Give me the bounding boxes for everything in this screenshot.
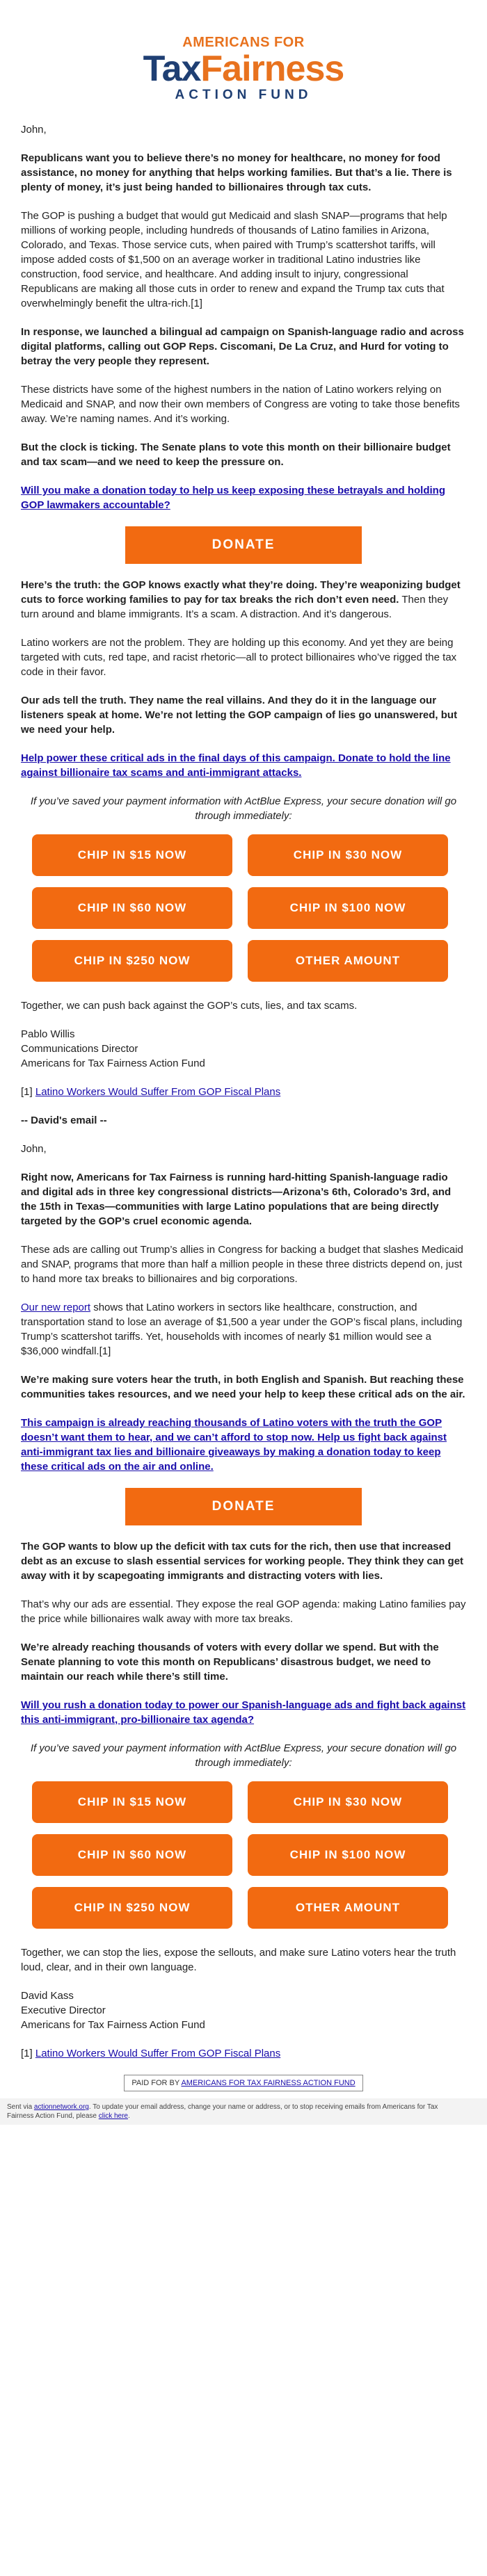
org-logo <box>0 0 487 107</box>
chip-in-250-button[interactable]: CHIP IN $250 NOW <box>32 940 232 982</box>
email-body <box>0 122 487 2091</box>
other-amount-button[interactable]: OTHER AMOUNT <box>248 940 448 982</box>
paid-for-disclaimer <box>124 2075 362 2091</box>
paragraph: We’re already reaching thousands of voters with every dollar we spend. But with the Senate planning to vote this month on Republicans’ disastrous budget, we need to maintain our reach while there’s still time. <box>21 1642 439 1683</box>
footnote-link[interactable]: Latino Workers Would Suffer From GOP Fiscal Plans <box>35 2048 281 2059</box>
chip-in-100-button[interactable]: CHIP IN $100 NOW <box>248 887 448 929</box>
unsubscribe-footer <box>0 2098 487 2125</box>
signature <box>21 1027 466 1071</box>
signature-title: Executive Director <box>21 2004 106 2016</box>
paragraph: That’s why our ads are essential. They expose the real GOP agenda: making Latino families pay the price while billionaires walk away with more tax breaks. <box>21 1598 466 1625</box>
chip-in-grid <box>32 1781 466 1929</box>
footnote-link[interactable]: Latino Workers Would Suffer From GOP Fiscal Plans <box>35 1086 281 1098</box>
paragraph: These ads are calling out Trump’s allies in Congress for backing a budget that slashes Medicaid and SNAP, programs that more than half a million people in these three districts depend on, just to hand more tax breaks to billionaires and big corporations. <box>21 1244 463 1285</box>
footer-text: . To update your email address, change your name or address, or to stop receiving emails from Americans for Tax Fairness Action Fund, please <box>7 2103 438 2120</box>
paragraph <box>21 1300 466 1359</box>
donate-link[interactable]: Will you rush a donation today to power our Spanish-language ads and fight back against this anti-immigrant, pro-billionaire tax agenda? <box>21 1699 466 1726</box>
chip-in-60-button[interactable]: CHIP IN $60 NOW <box>32 887 232 929</box>
chip-in-30-button[interactable]: CHIP IN $30 NOW <box>248 834 448 876</box>
footnote-number: [1] <box>21 2048 35 2059</box>
footnote-number: [1] <box>21 1086 35 1098</box>
text: Then they turn around and blame immigrants. It’s a scam. A distraction. And it’s dangerous. <box>21 594 449 620</box>
bold-text: Here’s the truth: the GOP knows exactly what they’re doing. They’re weaponizing budget cuts to force working families to pay for tax breaks the rich don’t even need. <box>21 579 461 606</box>
logo-tax: Tax <box>143 49 201 89</box>
footer-text: Sent via <box>7 2103 34 2111</box>
actionnetwork-link[interactable]: actionnetwork.org <box>33 2103 89 2111</box>
logo-line1: AMERICANS FOR <box>182 35 305 50</box>
chip-in-30-button[interactable]: CHIP IN $30 NOW <box>248 1781 448 1823</box>
paragraph: Latino workers are not the problem. They are holding up this economy. And yet they are being targeted with cuts, red tape, and racist rhetoric—all to protect billionaires who’ve rigged the tax code in their favor. <box>21 637 457 678</box>
footnote <box>21 1085 466 1099</box>
paragraph: The GOP is pushing a budget that would gut Medicaid and slash SNAP—programs that help millions of working people, including hundreds of thousands of Latino families in Arizona, Colorado, and Texas. Those service cuts, when paired with Trump’s scattershot tariffs, will impose added costs of $1,500 on an average worker in traditional Latino industries like construction, food service, and healthcare. And adding insult to injury, congressional Republicans are making all those cuts in order to renew and expand the Trump tax cuts that overwhelmingly benefit the ultra-rich.[1] <box>21 210 447 309</box>
chip-in-60-button[interactable]: CHIP IN $60 NOW <box>32 1834 232 1876</box>
donate-link[interactable]: Will you make a donation today to help us keep exposing these betrayals and holding GOP lawmakers accountable? <box>21 485 445 511</box>
signature-title: Communications Director <box>21 1043 138 1055</box>
chip-in-100-button[interactable]: CHIP IN $100 NOW <box>248 1834 448 1876</box>
paragraph <box>21 578 466 622</box>
donate-link[interactable]: Help power these critical ads in the final days of this campaign. Donate to hold the line against billionaire tax scams and anti-immigrant attacks. <box>21 752 451 779</box>
footer-text: . <box>128 2112 130 2120</box>
paragraph: Right now, Americans for Tax Fairness is running hard-hitting Spanish-language radio and digital ads in three key congressional districts—Arizona’s 6th, Colorado’s 3rd, and the 15th in Texas—communities with large Latino populations that are being directly targeted by the GOP’s cruel economic agenda. <box>21 1172 452 1227</box>
footnote <box>21 2046 466 2061</box>
paragraph: Republicans want you to believe there’s no money for healthcare, no money for food assistance, no money for anything that helps working families. But that’s a lie. There is plenty of money, it’s just being handed to billionaires through tax cuts. <box>21 152 452 193</box>
signature-org: Americans for Tax Fairness Action Fund <box>21 1058 205 1069</box>
donate-button[interactable]: DONATE <box>125 1488 362 1525</box>
paragraph: In response, we launched a bilingual ad campaign on Spanish-language radio and across digital platforms, calling out GOP Reps. Ciscomani, De La Cruz, and Hurd for voting to betray the very people they represent. <box>21 326 464 367</box>
paid-for-link[interactable]: AMERICANS FOR TAX FAIRNESS ACTION FUND <box>181 2079 356 2087</box>
chip-in-15-button[interactable]: CHIP IN $15 NOW <box>32 834 232 876</box>
donate-link[interactable]: This campaign is already reaching thousands of Latino voters with the truth the GOP doesn’t want them to hear, and we can’t afford to stop now. Help us fight back against anti-immigrant tax lies and billionaire giveaways by making a donation today to keep these critical ads on the air and online. <box>21 1417 447 1473</box>
actblue-note: If you’ve saved your payment information with ActBlue Express, your secure donation will go through immediately: <box>30 1742 457 1769</box>
chip-in-grid <box>32 834 466 982</box>
unsubscribe-link[interactable]: click here <box>98 2112 128 2120</box>
closing: Together, we can push back against the GOP’s cuts, lies, and tax scams. <box>21 1000 358 1012</box>
donate-button[interactable]: DONATE <box>125 526 362 564</box>
paid-for-box <box>21 2075 466 2091</box>
logo-line3: ACTION FUND <box>175 88 312 102</box>
greeting: John, <box>21 124 47 136</box>
other-amount-button[interactable]: OTHER AMOUNT <box>248 1887 448 1929</box>
paragraph: These districts have some of the highest numbers in the nation of Latino workers relying on Medicaid and SNAP, and now their own members of Congress are voting to take those benefits away. We’re naming names. And it’s working. <box>21 384 460 425</box>
signature-name: Pablo Willis <box>21 1028 75 1040</box>
signature-org: Americans for Tax Fairness Action Fund <box>21 2019 205 2031</box>
signature-name: David Kass <box>21 1990 74 2002</box>
closing: Together, we can stop the lies, expose the sellouts, and make sure Latino voters hear the truth loud, clear, and in their own language. <box>21 1947 456 1973</box>
text: shows that Latino workers in sectors like healthcare, construction, and transportation stand to lose an average of $1,500 a year under the GOP’s fiscal plans, including Trump’s scattershot tariffs. Yet, households with incomes of nearly $1 million would see a $36,000 windfall.[1] <box>21 1302 463 1357</box>
paragraph: The GOP wants to blow up the deficit with tax cuts for the rich, then use that increased debt as an excuse to slash essential services for working people. They think they can get away with it by scapegoating immigrants and distracting voters with lies. <box>21 1541 464 1582</box>
paid-for-prefix: PAID FOR BY <box>131 2079 182 2087</box>
report-link[interactable]: Our new report <box>21 1302 91 1313</box>
forward-divider: -- David's email -- <box>21 1115 107 1126</box>
paragraph: But the clock is ticking. The Senate plans to vote this month on their billionaire budget and tax scam—and we need to keep the pressure on. <box>21 442 451 468</box>
chip-in-15-button[interactable]: CHIP IN $15 NOW <box>32 1781 232 1823</box>
greeting: John, <box>21 1143 47 1155</box>
signature <box>21 1988 466 2032</box>
logo-line2 <box>0 50 487 88</box>
paragraph: We’re making sure voters hear the truth, in both English and Spanish. But reaching these communities takes resources, and we need your help to keep these critical ads on the air. <box>21 1374 465 1400</box>
paragraph: Our ads tell the truth. They name the real villains. And they do it in the language our listeners speak at home. We’re not letting the GOP campaign of lies go unanswered, but we need your help. <box>21 695 458 736</box>
chip-in-250-button[interactable]: CHIP IN $250 NOW <box>32 1887 232 1929</box>
logo-fairness: Fairness <box>200 49 344 89</box>
actblue-note: If you’ve saved your payment information with ActBlue Express, your secure donation will go through immediately: <box>30 795 457 822</box>
